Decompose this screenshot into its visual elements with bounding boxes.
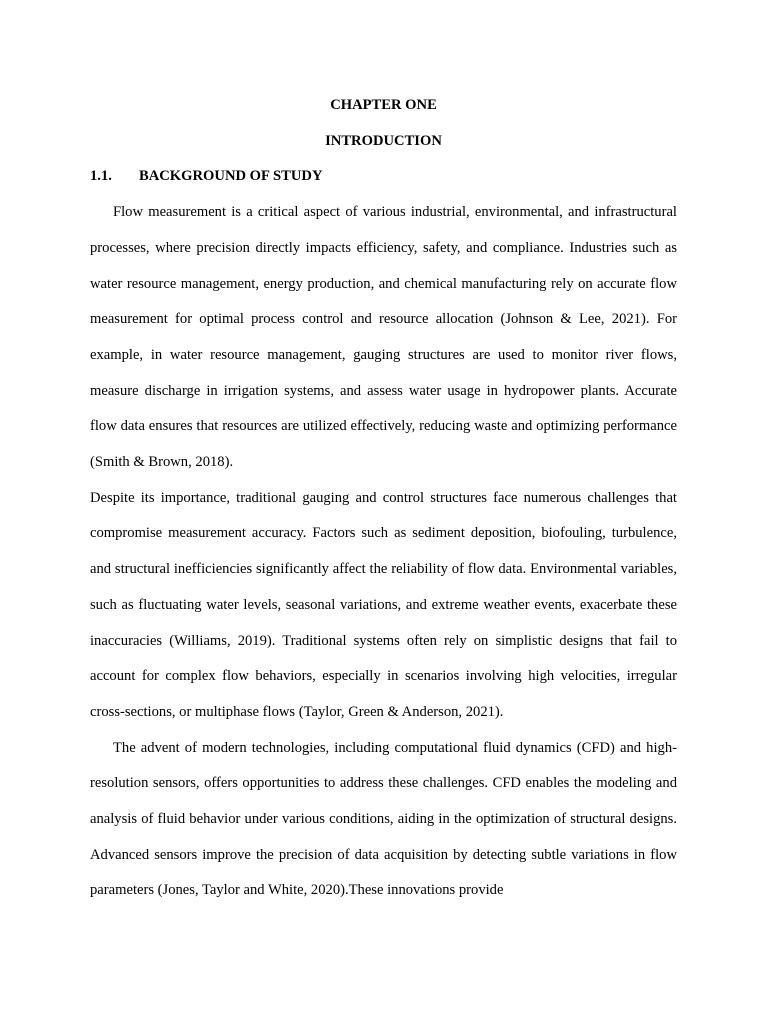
document-page [90,88,677,909]
chapter-label: CHAPTER ONE [330,97,437,113]
paragraph-modern-technologies: The advent of modern technologies, including computational fluid dynamics (CFD) and high-resolution sensors, offers opportunities to address these challenges. CFD enables the modeling and analysis of fluid behavior under various conditions, aiding in the optimization of structural designs. Advanced sensors improve the precision of data acquisition by detecting subtle variations in flow parameters (Jones, Taylor and White, 2020).These innovations provide [90,739,677,899]
paragraph-challenges: Despite its importance, traditional gauging and control structures face numerous challenges that compromise measurement accuracy. Factors such as sediment deposition, biofouling, turbulence, and structural inefficiencies significantly affect the reliability of flow data. Environmental variables, such as fluctuating water levels, seasonal variations, and extreme weather events, exacerbate these inaccuracies (Williams, 2019). Traditional systems often rely on simplistic designs that fail to account for complex flow behaviors, especially in scenarios involving high velocities, irregular cross-sections, or multiphase flows (Taylor, Green & Anderson, 2021). [90,489,677,720]
chapter-title: INTRODUCTION [325,132,442,149]
section-title: BACKGROUND OF STUDY [139,168,323,185]
section-number: 1.1. [90,168,112,185]
section-heading [90,159,677,195]
paragraph-flow-measurement: Flow measurement is a critical aspect of various industrial, environmental, and infrastructural processes, where precision directly impacts efficiency, safety, and compliance. Industries such as water resource management, energy production, and chemical manufacturing rely on accurate flow measurement for optimal process control and resource allocation (Johnson & Lee, 2021). For example, in water resource management, gauging structures are used to monitor river flows, measure discharge in irrigation systems, and assess water usage in hydropower plants. Accurate flow data ensures that resources are utilized effectively, reducing waste and optimizing performance (Smith & Brown, 2018). [90,204,677,471]
